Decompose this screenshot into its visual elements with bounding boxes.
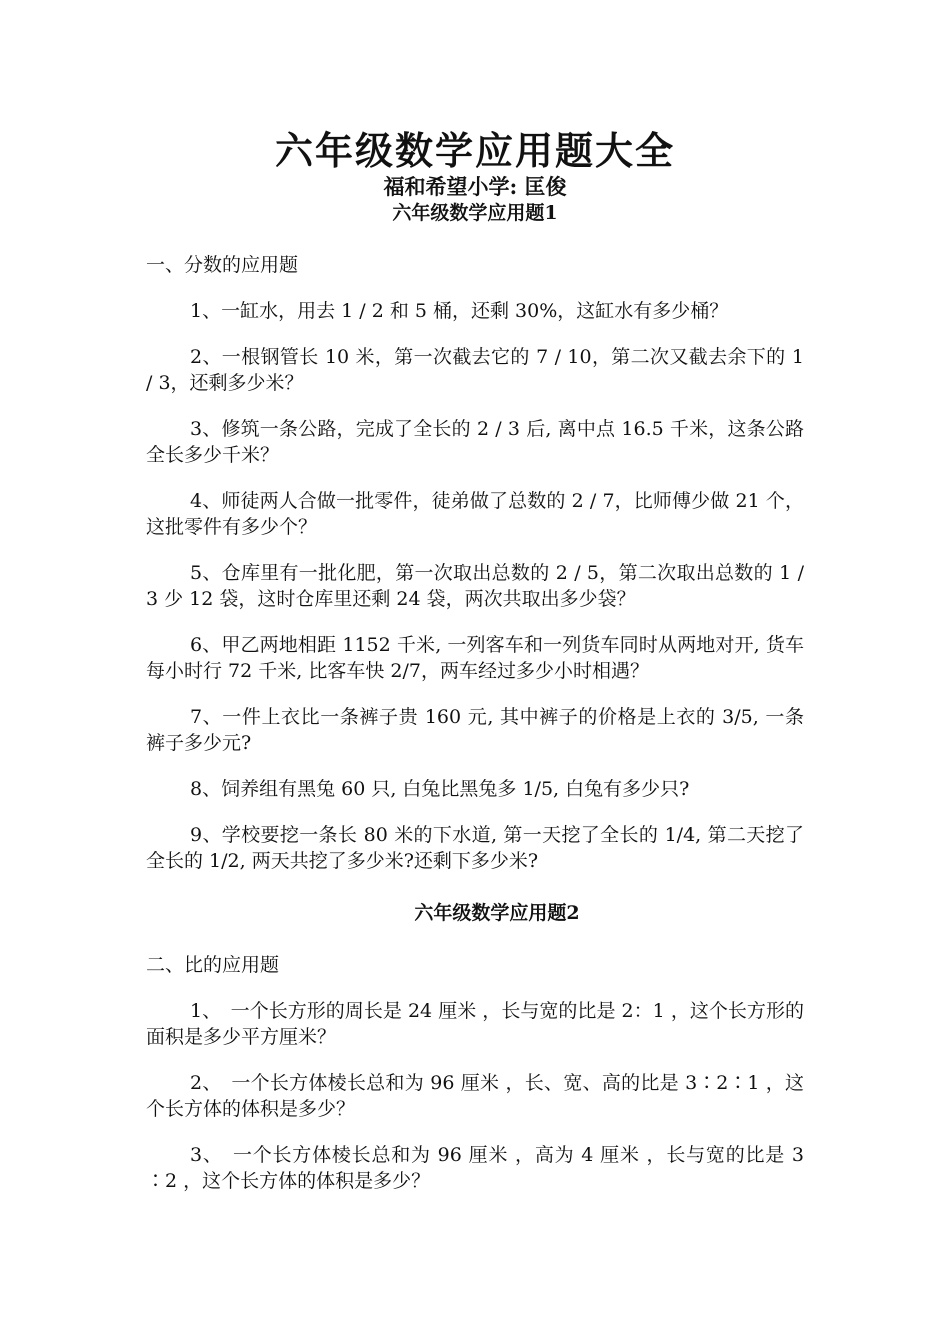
section1-problem-2: 2、一根钢管长 10 米，第一次截去它的 7 / 10，第二次又截去余下的 1 / 3，还剩多少米？: [146, 346, 804, 394]
section2-heading: 二、比的应用题: [146, 954, 280, 976]
section1-problem-5: 5、仓库里有一批化肥，第一次取出总数的 2 / 5，第二次取出总数的 1 / 3 少 12 袋，这时仓库里还剩 24 袋，两次共取出多少袋？: [146, 562, 804, 610]
set1-title: 六年级数学应用题1: [392, 202, 558, 224]
section1-problem-3: 3、修筑一条公路，完成了全长的 2 / 3 后, 离中点 16.5 千米，这条公路全长多少千米？: [146, 418, 804, 466]
section1-problem-1: 1、一缸水，用去 1 / 2 和 5 桶，还剩 30%，这缸水有多少桶？: [190, 300, 729, 322]
section1-problem-6: 6、甲乙两地相距 1152 千米, 一列客车和一列货车同时从两地对开, 货车每小时行 72 千米, 比客车快 2/7，两车经过多少小时相遇？: [146, 634, 804, 682]
section1-heading: 一、分数的应用题: [146, 254, 299, 276]
set2-title: 六年级数学应用题2: [414, 902, 580, 924]
document-title: 六年级数学应用题大全: [274, 128, 675, 173]
section1-problem-8: 8、饲养组有黑兔 60 只, 白兔比黑兔多 1/5, 白兔有多少只?: [190, 778, 690, 800]
section2-problem-3: 3、 一个长方体棱长总和为 96 厘米 ，高为 4 厘米 ，长与宽的比是 3 ∶2 ，这个长方体的体积是多少？: [146, 1144, 804, 1192]
section1-problem-7: 7、一件上衣比一条裤子贵 160 元, 其中裤子的价格是上衣的 3/5, 一条裤子多少元?: [146, 706, 804, 754]
section2-problem-1: 1、 一个长方形的周长是 24 厘米 ，长与宽的比是 2：1 ，这个长方形的面积是多少平方厘米？: [146, 1000, 804, 1048]
section1-problem-9: 9、学校要挖一条长 80 米的下水道, 第一天挖了全长的 1/4, 第二天挖了全长的 1/2, 两天共挖了多少米?还剩下多少米?: [146, 824, 804, 872]
section2-problem-2: 2、 一个长方体棱长总和为 96 厘米 ，长、宽、高的比是 3∶2∶1 ，这个长方体的体积是多少？: [146, 1072, 804, 1120]
section1-problem-4: 4、师徒两人合做一批零件，徒弟做了总数的 2 / 7，比师傅少做 21 个，这批零件有多少个？: [146, 490, 804, 538]
author-line: 福和希望小学: 匡俊: [383, 174, 567, 199]
